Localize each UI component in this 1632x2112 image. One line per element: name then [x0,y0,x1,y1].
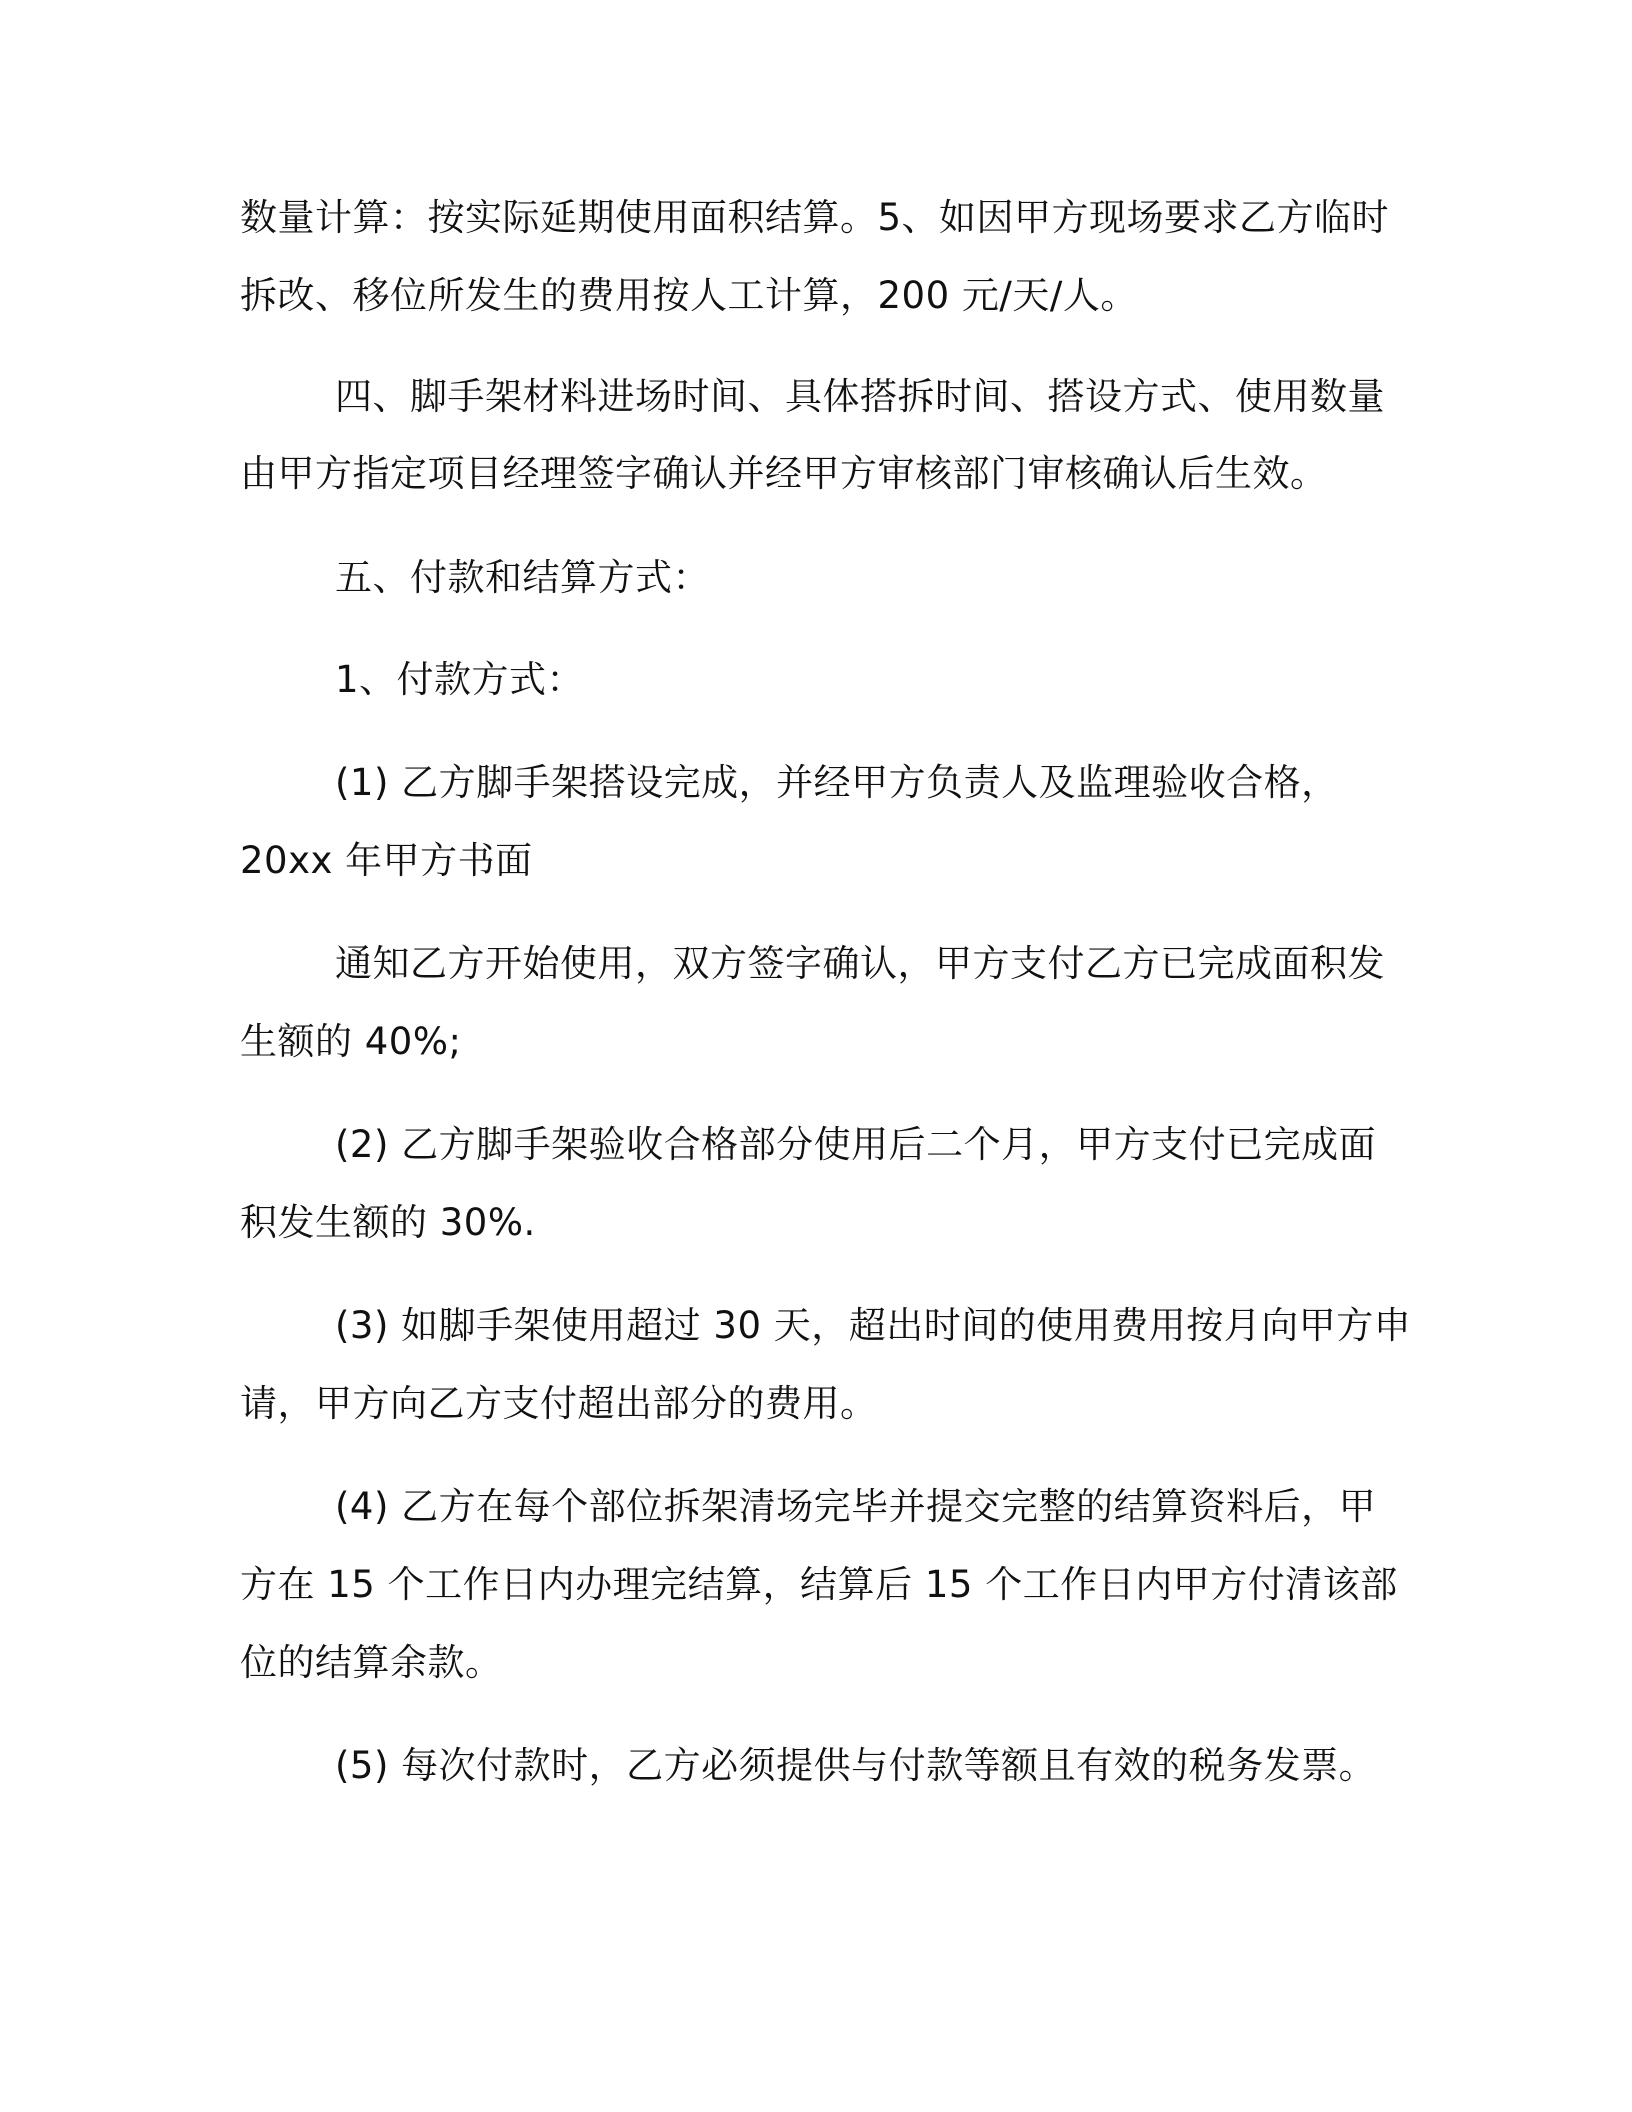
paragraph-2-line-2: 由甲方指定项目经理签字确认并经甲方审核部门审核确认后生效。 [240,452,1328,495]
item-3-line-2: 请，甲方向乙方支付超出部分的费用。 [240,1382,878,1425]
paragraph-1-line-1: 数量计算：按实际延期使用面积结算。5、如因甲方现场要求乙方临时 [240,196,1390,239]
item-3-line-1: (3) 如脚手架使用超过 30 天，超出时间的使用费用按月向甲方申 [335,1304,1412,1347]
item-4-line-1: (4) 乙方在每个部位拆架清场完毕并提交完整的结算资料后，甲 [335,1485,1377,1528]
item-2-line-2: 积发生额的 30%. [240,1201,536,1244]
item-1-cont-line-2: 生额的 40%; [240,1020,462,1063]
item-5-line-1: (5) 每次付款时，乙方必须提供与付款等额且有效的税务发票。 [335,1744,1377,1787]
item-1-cont-line-1: 通知乙方开始使用，双方签字确认，甲方支付乙方已完成面积发 [335,942,1385,985]
item-4-line-3: 位的结算余款。 [240,1641,503,1684]
item-2-line-1: (2) 乙方脚手架验收合格部分使用后二个月，甲方支付已完成面 [335,1123,1377,1166]
item-1-line-2: 20xx 年甲方书面 [240,839,533,882]
item-4-line-2: 方在 15 个工作日内办理完结算，结算后 15 个工作日内甲方付清该部 [240,1563,1398,1606]
paragraph-2-line-1: 四、脚手架材料进场时间、具体搭拆时间、搭设方式、使用数量 [335,375,1385,418]
subheading-payment-method: 1、付款方式： [335,658,585,701]
paragraph-1-line-2: 拆改、移位所发生的费用按人工计算，200 元/天/人。 [240,274,1138,317]
item-1-line-1: (1) 乙方脚手架搭设完成，并经甲方负责人及监理验收合格， [335,761,1339,804]
section-heading-payment: 五、付款和结算方式： [335,556,710,599]
